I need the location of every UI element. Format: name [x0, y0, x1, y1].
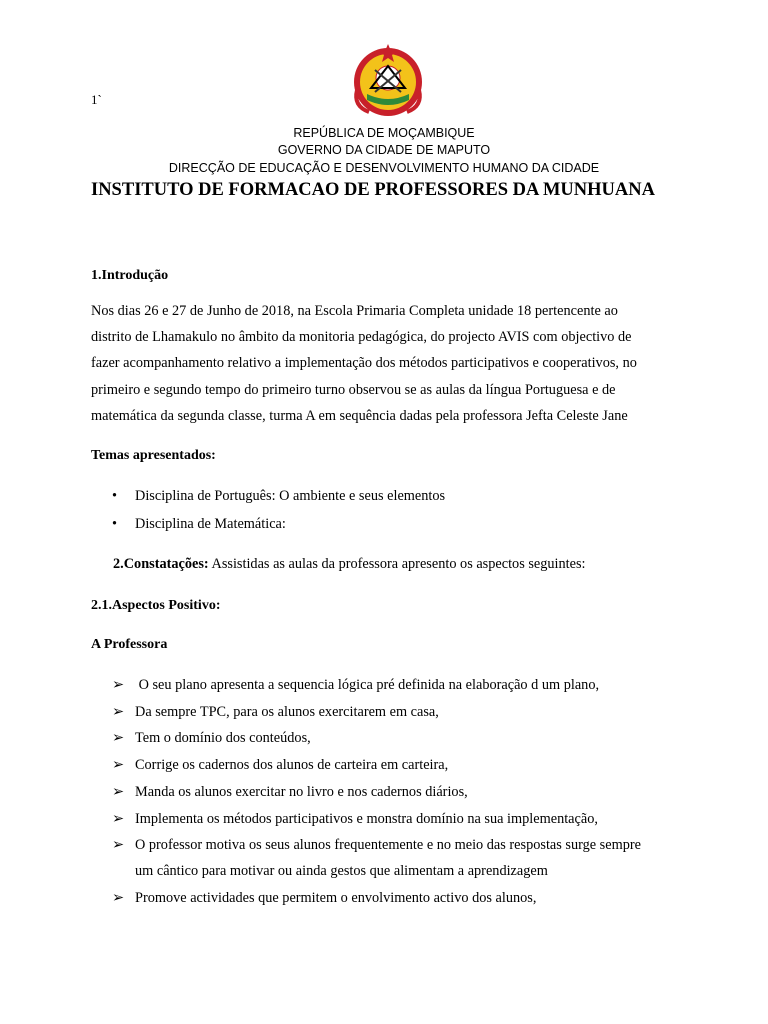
themes-heading: Temas apresentados:	[91, 448, 216, 463]
positive-item-text: um cântico para motivar ou ainda gestos que alimentam a aprendizagem	[135, 863, 548, 879]
bullet-dot-icon: •	[112, 516, 118, 532]
positive-item-text: Promove actividades que permitem o envolvimento activo dos alunos,	[135, 890, 537, 906]
intro-line: fazer acompanhamento relativo a implementação dos métodos participativos e cooperativos, no	[91, 355, 637, 372]
positive-item	[112, 704, 439, 721]
positive-item	[112, 837, 641, 854]
header-directorate: DIRECÇÃO DE EDUCAÇÃO E DESENVOLVIMENTO HUMANO DA CIDADE	[168, 161, 600, 175]
arrow-bullet-icon: ➢	[112, 811, 124, 827]
arrow-bullet-icon: ➢	[112, 784, 124, 800]
arrow-bullet-icon: ➢	[112, 704, 124, 720]
header-republic: REPÚBLICA DE MOÇAMBIQUE	[293, 126, 475, 140]
page-marker: 1`	[91, 92, 102, 107]
arrow-bullet-icon: ➢	[112, 890, 124, 906]
findings-label: 2.Constatações:	[113, 556, 209, 572]
positive-item-text: Tem o domínio dos conteúdos,	[135, 730, 311, 746]
positive-item	[112, 811, 598, 828]
positive-heading: 2.1.Aspectos Positivo:	[91, 598, 221, 613]
positive-item	[112, 677, 600, 694]
intro-line: matemática da segunda classe, turma A em sequência dadas pela professora Jefta Celeste Jane	[91, 407, 628, 424]
theme-item	[112, 516, 286, 533]
positive-item	[112, 890, 537, 907]
institute-title: INSTITUTO DE FORMACAO DE PROFESSORES DA MUNHUANA	[91, 180, 655, 200]
positive-item-text: Corrige os cadernos dos alunos de carteira em carteira,	[135, 757, 449, 773]
arrow-bullet-icon: ➢	[112, 730, 124, 746]
findings-text: Assistidas as aulas da professora apresento os aspectos seguintes:	[211, 556, 586, 572]
emblem-graphic	[349, 40, 427, 118]
intro-line: Nos dias 26 e 27 de Junho de 2018, na Escola Primaria Completa unidade 18 pertencente ao	[91, 303, 618, 319]
positive-item-text: Da sempre TPC, para os alunos exercitarem em casa,	[135, 704, 439, 720]
arrow-bullet-icon: ➢	[112, 837, 124, 853]
theme-item-text: Disciplina de Matemática:	[135, 516, 286, 532]
intro-heading: 1.Introdução	[91, 268, 169, 283]
theme-item-text: Disciplina de Português: O ambiente e seus elementos	[135, 488, 446, 504]
intro-line: primeiro e segundo tempo do primeiro turno observou se as aulas da língua Portuguesa e de	[91, 381, 616, 398]
positive-item-continuation	[135, 863, 548, 880]
professor-subheading: A Professora	[91, 637, 168, 652]
positive-item	[112, 730, 311, 747]
arrow-bullet-icon: ➢	[112, 677, 124, 693]
positive-item-text: Implementa os métodos participativos e monstra domínio na sua implementação,	[135, 811, 598, 827]
intro-line: distrito de Lhamakulo no âmbito da monitoria pedagógica, do projecto AVIS com objectivo de	[91, 329, 632, 346]
positive-item-text: Manda os alunos exercitar no livro e nos cadernos diários,	[135, 784, 468, 800]
positive-item	[112, 757, 449, 774]
coat-of-arms-emblem	[349, 40, 427, 118]
findings-line	[113, 556, 586, 573]
positive-item	[112, 784, 468, 801]
theme-item	[112, 488, 446, 505]
arrow-bullet-icon: ➢	[112, 757, 124, 773]
header-government: GOVERNO DA CIDADE DE MAPUTO	[277, 143, 491, 157]
bullet-dot-icon: •	[112, 488, 118, 504]
intro-paragraph	[91, 298, 671, 429]
positive-item-text: O seu plano apresenta a sequencia lógica pré definida na elaboração d um plano,	[135, 677, 600, 693]
positive-item-text: O professor motiva os seus alunos frequentemente e no meio das respostas surge sempre	[135, 837, 641, 853]
